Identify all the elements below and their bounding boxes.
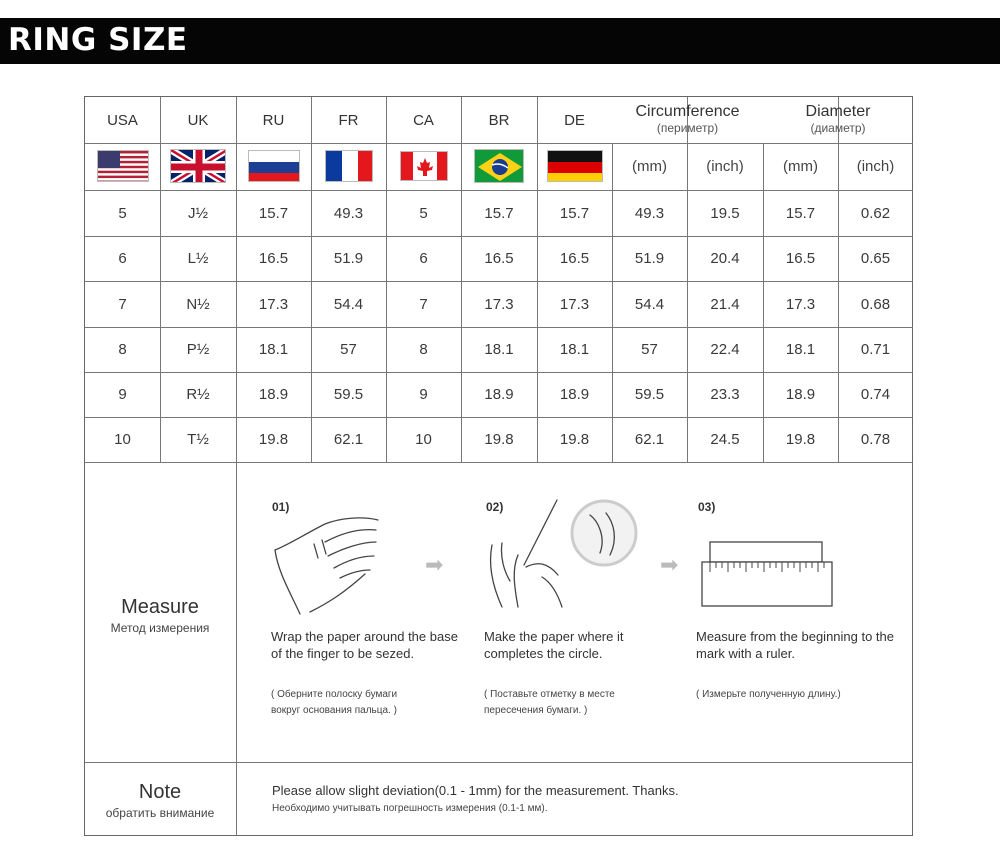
table-cell: 20.4 — [710, 250, 740, 267]
arrow-icon: ➡ — [660, 552, 679, 577]
table-cell: 18.1 — [484, 341, 514, 358]
table-cell: 0.74 — [860, 386, 891, 403]
table-header-ru: RU — [262, 111, 285, 129]
table-cell: 9 — [419, 386, 428, 403]
step-2-number: 02) — [486, 500, 504, 514]
unit-label: (inch) — [856, 158, 895, 175]
mark-paper-illustration — [482, 495, 642, 615]
table-cell: 17.3 — [258, 295, 289, 313]
table-cell: 7 — [118, 295, 127, 313]
table-cell: 0.78 — [860, 431, 891, 448]
step-1-text-ru: ( Оберните полоску бумаги вокруг основания пальца. ) — [271, 689, 398, 716]
table-cell: J½ — [187, 204, 208, 222]
table-cell: P½ — [186, 341, 210, 358]
table-cell: 15.7 — [559, 204, 590, 222]
unit-label: (inch) — [706, 158, 744, 175]
table-cell: 15.7 — [785, 204, 816, 222]
table-cell: 18.1 — [258, 341, 289, 358]
circumference-header — [612, 97, 763, 143]
page-title: RING SIZE — [8, 22, 188, 58]
diameter-header — [763, 97, 913, 143]
table-cell: 18.1 — [559, 341, 590, 358]
diameter-label-ru: (диаметр) — [810, 121, 866, 135]
table-cell: 0.62 — [860, 204, 891, 222]
step-3-text-ru: ( Измерьте полученную длину.) — [696, 689, 841, 700]
table-cell: 23.3 — [710, 386, 740, 403]
table-cell: 24.5 — [710, 431, 740, 448]
table-cell: 16.5 — [484, 250, 514, 267]
table-header-br: BR — [488, 111, 510, 129]
header-banner — [0, 18, 1000, 64]
unit-label: (mm) — [783, 158, 818, 175]
table-cell: 10 — [114, 431, 131, 448]
step-2-text-ru: ( Поставьте отметку в месте пересечения бумаги. ) — [484, 689, 615, 716]
table-cell: 16.5 — [258, 250, 289, 267]
table-cell: 62.1 — [634, 431, 665, 448]
uk-flag-icon — [170, 149, 226, 183]
table-cell: 49.3 — [333, 204, 364, 222]
step-3-text: Measure from the beginning to the mark with a ruler. — [696, 629, 895, 661]
table-cell: 15.7 — [258, 204, 289, 222]
section-col-divider — [236, 462, 237, 836]
germany-flag-icon — [547, 150, 603, 182]
table-cell: 18.9 — [258, 386, 289, 403]
circumference-label-ru: (периметр) — [656, 121, 719, 135]
table-cell: 6 — [419, 250, 428, 267]
table-cell: 18.9 — [785, 386, 816, 403]
note-text: Please allow slight deviation(0.1 - 1mm) for the measurement. Thanks. — [272, 783, 679, 798]
table-cell: 19.8 — [559, 431, 590, 448]
table-cell: 0.68 — [860, 295, 891, 313]
diameter-label: Diameter — [805, 103, 871, 120]
table-header-de: DE — [564, 111, 585, 129]
table-cell: 15.7 — [484, 204, 514, 222]
table-cell: 21.4 — [710, 295, 740, 313]
table-cell: 18.9 — [559, 386, 590, 403]
brazil-flag-icon — [474, 149, 524, 183]
table-cell: 19.8 — [258, 431, 289, 448]
table-cell: 6 — [118, 250, 127, 267]
hand-wrap-illustration — [270, 512, 385, 617]
measure-label: Measure Метод измерения — [110, 595, 210, 635]
canada-flag-icon — [400, 151, 448, 181]
table-cell: 16.5 — [559, 250, 590, 267]
ruler-illustration — [700, 540, 835, 608]
table-cell: 0.65 — [860, 250, 891, 267]
table-cell: 51.9 — [333, 250, 364, 267]
table-cell: 51.9 — [634, 250, 665, 267]
table-cell: 19.5 — [710, 204, 740, 222]
table-cell: 19.8 — [785, 431, 816, 448]
table-cell: 59.5 — [333, 386, 364, 403]
usa-flag-icon — [97, 150, 149, 182]
table-cell: L½ — [187, 250, 209, 267]
table-cell: 54.4 — [634, 295, 665, 313]
table-cell: 49.3 — [634, 204, 665, 222]
table-cell: N½ — [186, 295, 210, 313]
russia-flag-icon — [248, 150, 300, 182]
table-cell: 18.9 — [484, 386, 514, 403]
table-cell: 8 — [118, 341, 127, 358]
table-cell: 57 — [641, 341, 658, 358]
table-cell: 22.4 — [710, 341, 740, 358]
circumference-label: Circumference — [635, 103, 740, 120]
table-cell: 5 — [118, 204, 127, 222]
unit-label: (mm) — [632, 158, 667, 175]
arrow-icon: ➡ — [425, 552, 444, 577]
table-cell: 5 — [419, 204, 428, 222]
step-1-text: Wrap the paper around the base of the finger to be sezed. — [271, 629, 458, 661]
table-cell: 54.4 — [333, 295, 364, 313]
table-cell: 19.8 — [484, 431, 514, 448]
step-2-text: Make the paper where it completes the circle. — [484, 629, 624, 661]
table-cell: 10 — [415, 431, 432, 448]
table-cell: 59.5 — [634, 386, 665, 403]
table-cell: 57 — [340, 341, 357, 358]
table-header-uk: UK — [187, 111, 209, 129]
table-cell: 17.3 — [559, 295, 590, 313]
table-cell: 0.71 — [860, 341, 891, 358]
section-divider — [85, 762, 913, 763]
step-1-number: 01) — [272, 500, 290, 514]
table-header-usa: USA — [107, 111, 138, 129]
table-cell: 17.3 — [484, 295, 514, 313]
table-cell: 7 — [419, 295, 428, 313]
table-cell: T½ — [187, 431, 209, 448]
table-cell: 17.3 — [785, 295, 816, 313]
table-cell: 8 — [419, 341, 428, 358]
table-cell: 16.5 — [785, 250, 816, 267]
table-cell: 9 — [118, 386, 127, 403]
step-3-number: 03) — [698, 500, 716, 514]
france-flag-icon — [325, 150, 373, 182]
table-cell: R½ — [186, 386, 210, 403]
note-text-ru: Необходимо учитывать погрешность измерения (0.1-1 мм). — [272, 803, 548, 814]
table-row-divider — [85, 462, 913, 463]
note-label: Note обратить внимание — [105, 780, 215, 820]
table-cell: 18.1 — [785, 341, 816, 358]
table-cell: 62.1 — [333, 431, 364, 448]
table-header-fr: FR — [338, 111, 359, 129]
table-header-ca: CA — [413, 111, 434, 129]
